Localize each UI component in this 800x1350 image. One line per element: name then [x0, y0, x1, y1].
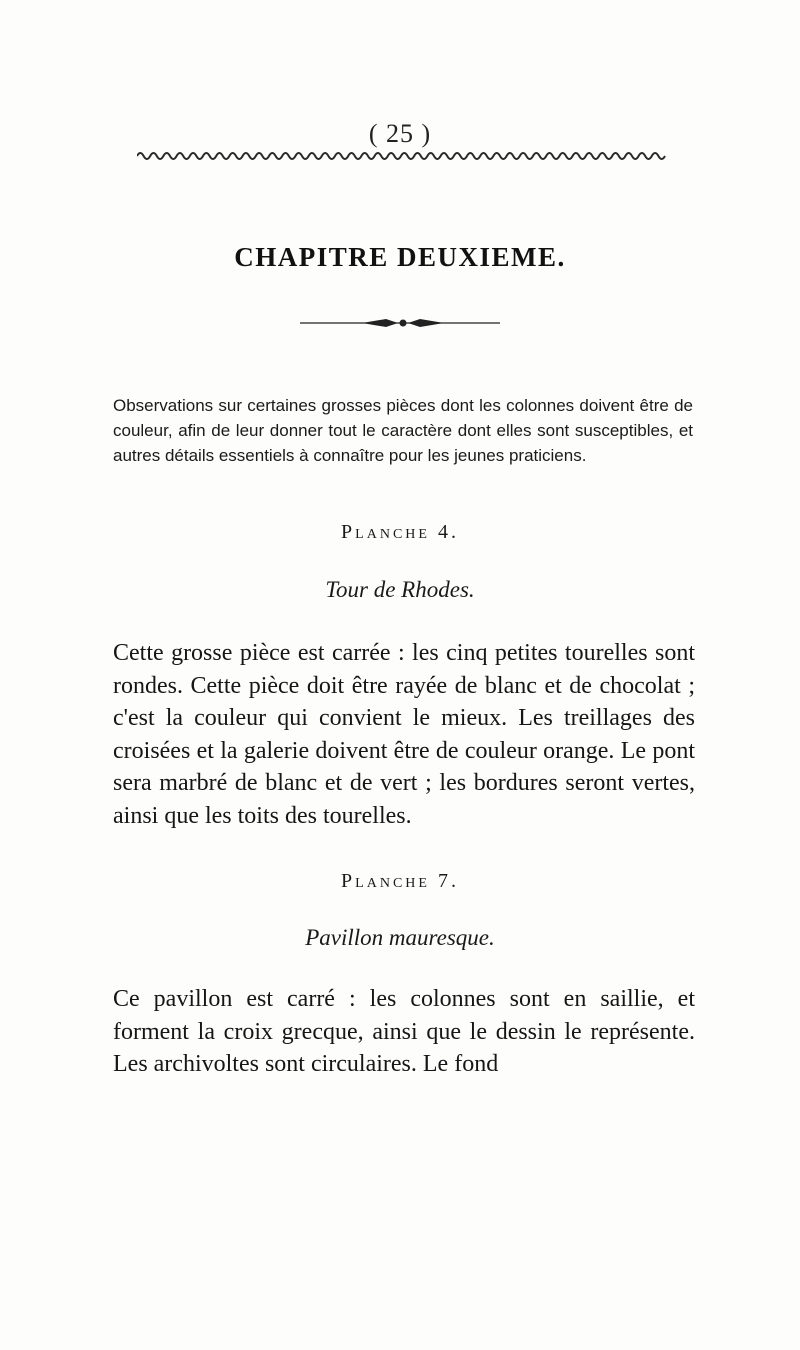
plate-subtitle-pavillon-mauresque: Pavillon mauresque.: [305, 925, 495, 950]
plate-heading-4: Planche 4.: [341, 521, 459, 543]
body-paragraph: Cette grosse pièce est carrée : les cinq petites tourelles sont rondes. Cette pièce doit être rayée de blanc et de chocolat ; c'est la couleur qui convient le mieux. Les treillages des croisées et la galerie doivent être de couleur orange. Le pont sera marbré de blanc et de vert ; les bordures seront vertes, ainsi que les toits des tourelles.: [113, 640, 695, 829]
plate-subtitle-tour-de-rhodes: Tour de Rhodes.: [325, 577, 475, 602]
plate-heading-7: Planche 7.: [341, 870, 459, 892]
body-paragraph: Ce pavillon est carré : les colonnes sont en saillie, et forment la croix grecque, ainsi que le dessin le représente. Les archivoltes sont circulaires. Le fond: [113, 986, 695, 1077]
ornament-rule: [300, 316, 500, 330]
page-number: ( 25 ): [368, 119, 432, 148]
chapter-summary: Observations sur certaines grosses pièces dont les colonnes doivent être de couleur, afin de leur donner tout le caractère dont elles sont susceptibles, et autres détails essentiels à connaître pour les jeunes praticiens.: [113, 396, 693, 465]
chapter-title: CHAPITRE DEUXIEME.: [234, 242, 566, 272]
decorative-wave-rule: [137, 150, 667, 162]
